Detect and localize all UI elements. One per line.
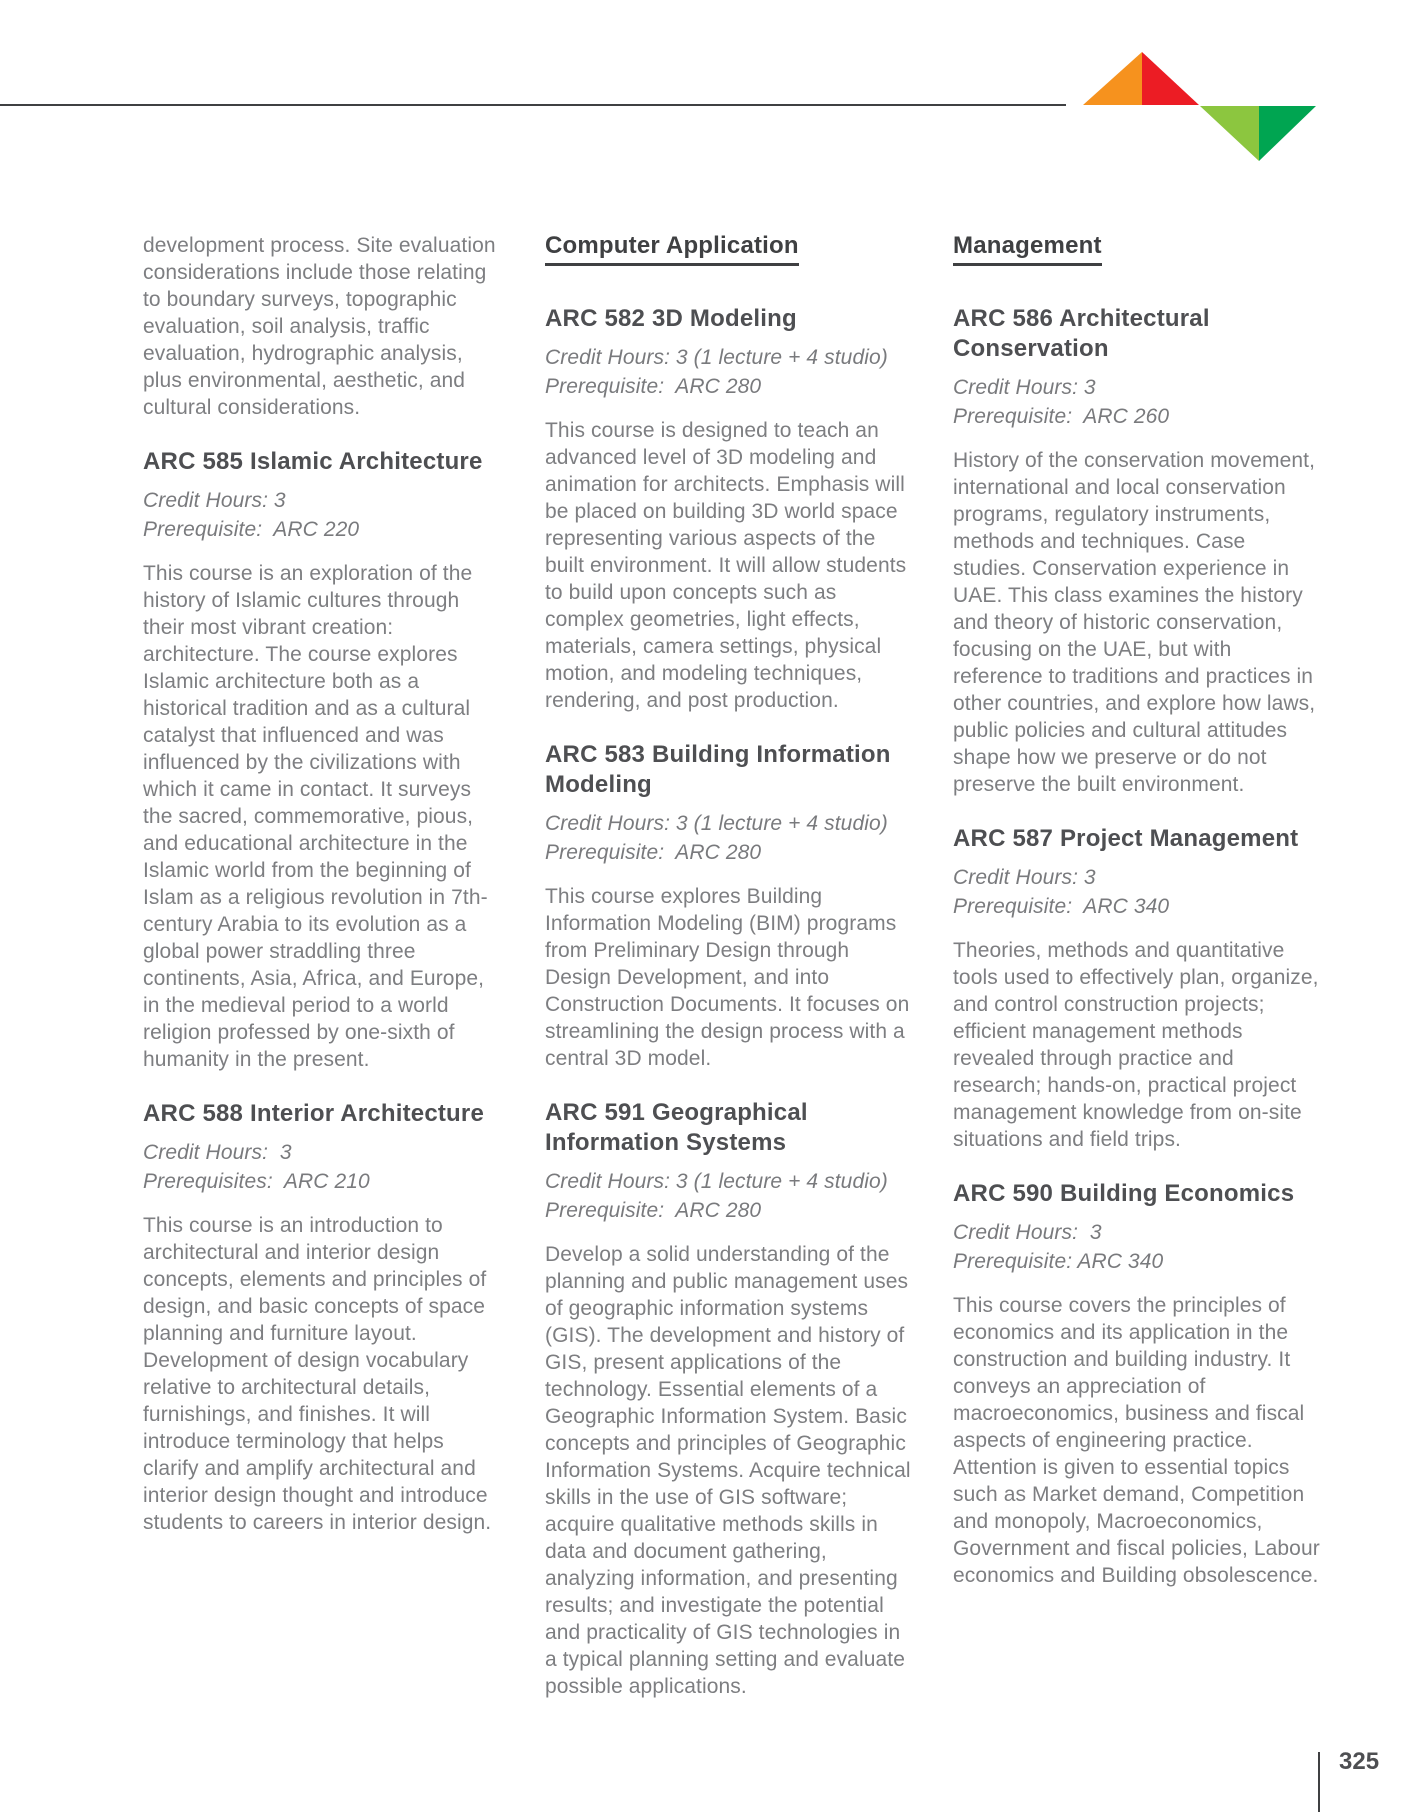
course-title: ARC 590 Building Economics (953, 1180, 1295, 1207)
logo-triangle-orange-icon (1083, 52, 1142, 105)
page-number: 325 (1339, 1748, 1380, 1775)
column-right (953, 232, 1323, 1700)
credit-hours: Credit Hours: 3 (1 lecture + 4 studio) (545, 346, 888, 369)
course-description: This course is an introduction to architectural and interior design concepts, elements and principles of design, and basic concepts of space planning and furniture layout. Development of design vocabulary relative to architectural details, furnishings, and finishes. It will introduce terminology that helps clarify and amplify architectural and interior design thought and introduce students to careers in interior design. (143, 1214, 492, 1534)
course-description: This course explores Building Information Modeling (BIM) programs from Preliminary Design through Design Development, and into Construction Documents. It focuses on streamlining the design process with a central 3D model. (545, 885, 910, 1070)
course-description: This course covers the principles of economics and its application in the construction and building industry. It conveys an appreciation of macroeconomics, business and fiscal aspects of engineering practice. Attention is given to essential topics such as Market demand, Competition and monopoly, Macroeconomics, Government and fiscal policies, Labour economics and Building obsolescence. (953, 1294, 1320, 1587)
credit-hours: Credit Hours: 3 (953, 866, 1096, 889)
credit-hours: Credit Hours: 3 (1 lecture + 4 studio) (545, 1170, 888, 1193)
prerequisite: Prerequisites: ARC 210 (143, 1170, 370, 1193)
prerequisite: Prerequisite: ARC 280 (545, 375, 762, 398)
course-title: ARC 587 Project Management (953, 825, 1299, 852)
column-middle (545, 232, 913, 1700)
prerequisite: Prerequisite: ARC 340 (953, 895, 1170, 918)
course-title: ARC 588 Interior Architecture (143, 1100, 485, 1127)
course-catalog-content (143, 232, 1323, 1700)
prerequisite: Prerequisite: ARC 260 (953, 405, 1170, 428)
course-description: Develop a solid understanding of the planning and public management uses of geographic information systems (GIS). The development and history of GIS, present applications of the technology. Essential elements of a Geographic Information System. Basic concepts and principles of Geographic Information Systems. Acquire technical skills in the use of GIS software; acquire qualitative methods skills in data and document gathering, analyzing information, and presenting results; and investigate the potential and practicality of GIS technologies in a typical planning setting and evaluate possible applications. (545, 1243, 911, 1698)
credit-hours: Credit Hours: 3 (953, 1221, 1102, 1244)
section-heading: Management (953, 232, 1102, 266)
column-left (143, 232, 505, 1700)
course-description: This course is designed to teach an advanced level of 3D modeling and animation for architects. Emphasis will be placed on building 3D world space representing various aspects of the built environment. It will allow students to build upon concepts such as complex geometries, light effects, materials, camera settings, physical motion, and modeling techniques, rendering, and post production. (545, 419, 907, 712)
prerequisite: Prerequisite: ARC 280 (545, 1199, 762, 1222)
footer-rule (1318, 1752, 1320, 1812)
credit-hours: Credit Hours: 3 (1 lecture + 4 studio) (545, 812, 888, 835)
logo-triangle-light-green-icon (1200, 106, 1259, 161)
logo-triangle-red-icon (1142, 52, 1199, 105)
credit-hours: Credit Hours: 3 (953, 376, 1096, 399)
prerequisite: Prerequisite: ARC 340 (953, 1250, 1164, 1273)
credit-hours: Credit Hours: 3 (143, 489, 286, 512)
header-rule (0, 104, 1066, 106)
course-description: This course is an exploration of the history of Islamic cultures through their most vibrant creation: architecture. The course explores Islamic architecture both as a historical tradition and as a cultural catalyst that influenced and was influenced by the civilizations with which it came in contact. It surveys the sacred, commemorative, pious, and educational architecture in the Islamic world from the beginning of Islam as a religious revolution in 7th-century Arabia to its evolution as a global power straddling three continents, Asia, Africa, and Europe, in the medieval period to a world religion professed by one-sixth of humanity in the present. (143, 562, 488, 1071)
credit-hours: Credit Hours: 3 (143, 1141, 292, 1164)
logo-triangle-dark-green-icon (1259, 106, 1316, 161)
course-title: ARC 583 Building Information Modeling (545, 741, 891, 798)
prerequisite: Prerequisite: ARC 220 (143, 518, 360, 541)
course-description: Theories, methods and quantitative tools used to effectively plan, organize, and control construction projects; efficient management methods revealed through practice and research; hands-on, practical project management knowledge from on-site situations and field trips. (953, 939, 1319, 1151)
course-description: History of the conservation movement, international and local conservation programs, regulatory instruments, methods and techniques. Case studies. Conservation experience in UAE. This class examines the history and theory of historic conservation, focusing on the UAE, but with reference to traditions and practices in other countries, and explore how laws, public policies and cultural attitudes shape how we preserve or do not preserve the built environment. (953, 449, 1316, 796)
course-title: ARC 586 Architectural Conservation (953, 305, 1210, 362)
section-heading: Computer Application (545, 232, 799, 266)
course-title: ARC 591 Geographical Information Systems (545, 1099, 808, 1156)
university-logo-icon (1083, 52, 1316, 161)
prerequisite: Prerequisite: ARC 280 (545, 841, 762, 864)
course-title: ARC 585 Islamic Architecture (143, 448, 483, 475)
course-description-continued: development process. Site evaluation considerations include those relating to boundary surveys, topographic evaluation, soil analysis, traffic evaluation, hydrographic analysis, plus environmental, aesthetic, and cultural considerations. (143, 234, 496, 419)
course-title: ARC 582 3D Modeling (545, 305, 797, 332)
